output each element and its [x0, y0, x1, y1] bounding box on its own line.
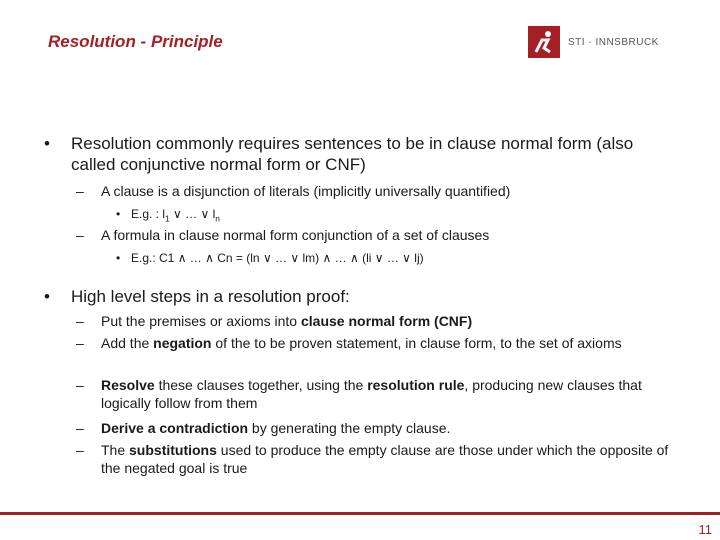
footer-divider — [0, 512, 720, 515]
sti-logo — [528, 26, 659, 58]
step-cnf-text: Put the premises or axioms into clause normal form (CNF) — [101, 313, 473, 329]
eg-formula-text: E.g.: C1 ∧ … ∧ Cn = (ln ∨ … ∨ lm) ∧ … ∧ (li ∨ … ∨ lj) — [131, 251, 424, 265]
sub-formula-text: A formula in clause normal form conjunction of a set of clauses — [101, 227, 490, 243]
sub-clause-text: A clause is a disjunction of literals (implicitly universally quantified) — [101, 183, 511, 199]
step-contradiction-text: Derive a contradiction by generating the empty clause. — [101, 420, 451, 436]
logo-icon — [528, 26, 560, 58]
step-resolve-text: Resolve these clauses together, using the resolution rule, producing new clauses that logically follow from them — [101, 377, 642, 411]
bullet-steps-text: High level steps in a resolution proof: — [71, 287, 350, 306]
step-negation-text: Add the negation of the to be proven statement, in clause form, to the set of axioms — [101, 335, 622, 351]
eg-clause-text: E.g. : $l_1$ ∨ … ∨ $l_n$ — [131, 207, 220, 224]
step-substitutions-text: The substitutions used to produce the empty clause are those under which the opposite of the negated goal is true — [101, 442, 669, 476]
slide-title: Resolution - Principle — [48, 32, 223, 51]
logo-text: STI · INNSBRUCK — [568, 36, 659, 48]
bullet-cnf-text: Resolution commonly requires sentences to be in clause normal form (also called conjunctive normal form or CNF) — [71, 134, 634, 174]
page-number: 11 — [698, 522, 712, 537]
